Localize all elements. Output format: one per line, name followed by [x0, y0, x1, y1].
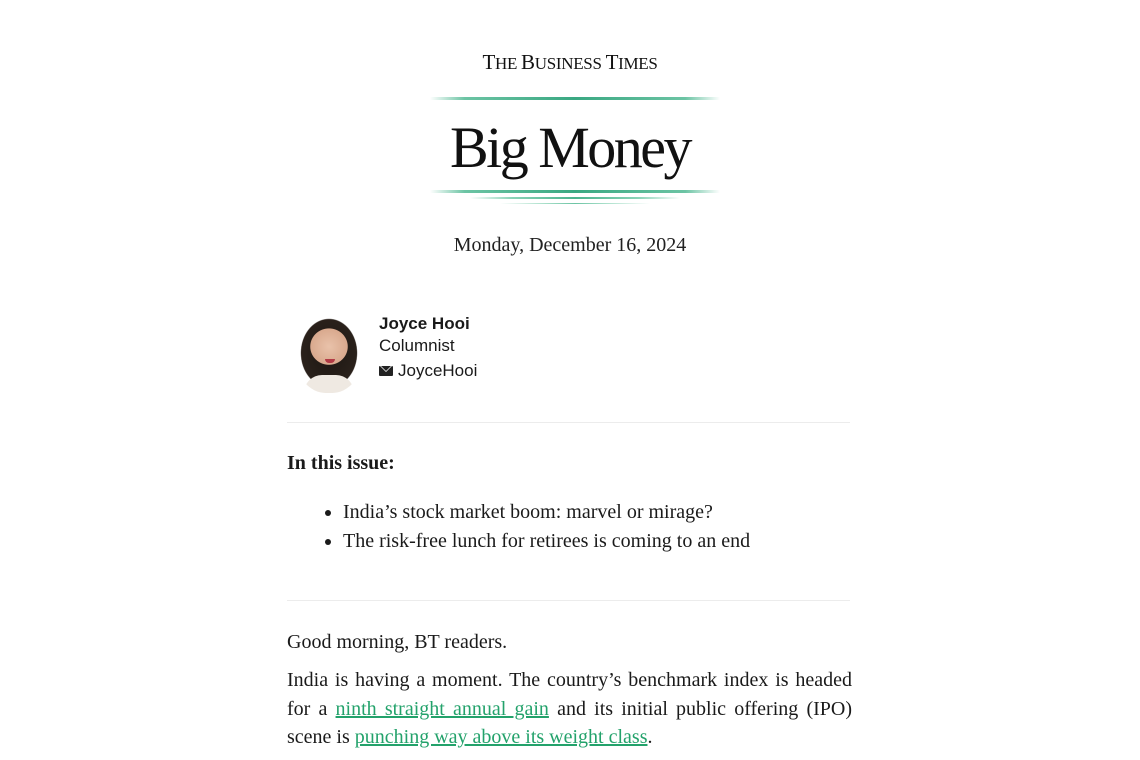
avatar-detail — [325, 359, 335, 363]
divider — [287, 422, 850, 423]
masthead-rule-bottom-3 — [500, 203, 650, 204]
author-name: Joyce Hooi — [379, 314, 470, 333]
issue-heading: In this issue: — [287, 452, 395, 474]
link-punching-above-weight[interactable]: punching way above its weight class — [354, 726, 648, 748]
list-item: • India’s stock market boom: marvel or mirage? — [343, 498, 750, 527]
link-ninth-straight-annual-gain[interactable]: ninth straight annual gain — [335, 697, 549, 720]
avatar — [296, 313, 362, 393]
brand-logo[interactable]: THE BUSINESS TIMES — [482, 50, 658, 74]
author-card — [290, 308, 850, 398]
masthead-rule-bottom — [430, 190, 720, 193]
issue-date: Monday, December 16, 2024 — [453, 234, 687, 256]
list-item: • The risk-free lunch for retirees is coming to an end — [343, 527, 750, 556]
avatar-detail — [304, 375, 354, 393]
masthead-title: Big Money — [449, 115, 691, 180]
issue-list — [287, 498, 750, 556]
author-email-handle: JoyceHooi — [398, 361, 478, 380]
body-paragraph: India is having a moment. The country’s benchmark index is headed for a ninth straight annual gain and its initial public offering (IPO) scene is punching way above its weight class. — [287, 669, 852, 748]
divider — [287, 600, 850, 601]
author-role: Columnist — [379, 336, 455, 355]
author-email-link[interactable] — [379, 361, 477, 381]
greeting: Good morning, BT readers. — [287, 631, 508, 653]
envelope-icon — [379, 366, 393, 376]
masthead-rule-bottom-2 — [470, 197, 680, 199]
masthead-rule-top — [430, 97, 720, 100]
